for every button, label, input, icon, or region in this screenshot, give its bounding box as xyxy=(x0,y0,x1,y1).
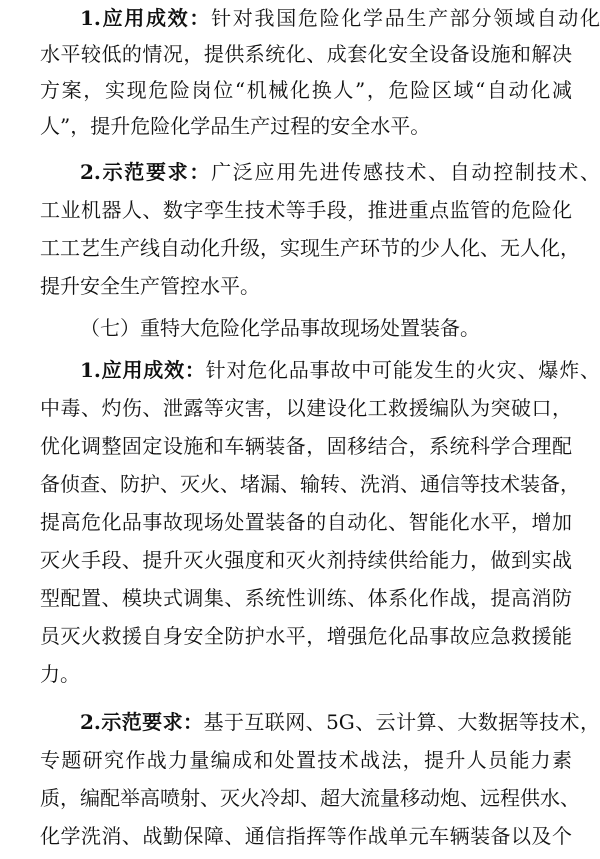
section-4-text-line: 质，编配举高喷射、灭火冷却、超大流量移动炮、远程供水、 xyxy=(40,786,580,810)
section-heading xyxy=(0,310,600,346)
section-3-text-line: 员灭火救援自身安全防护水平，增强危化品事故应急救援能 xyxy=(40,624,572,648)
section-3-text-line: 灭火手段、提升灭火强度和灭火剂持续供给能力，做到实战 xyxy=(40,548,572,572)
section-3-text-line: 优化调整固定设施和车辆装备，固移结合，系统科学合理配 xyxy=(40,434,572,458)
section-2-line-4 xyxy=(0,268,600,304)
section-1-line-3 xyxy=(0,72,600,108)
section-2-text-line: 工工艺生产线自动化升级，实现生产环节的少人化、无人化， xyxy=(40,236,580,260)
section-3-line-8 xyxy=(0,618,600,654)
section-2-line-3 xyxy=(0,230,600,266)
section-1-label: 1.应用成效： xyxy=(80,6,212,30)
section-1-line-1 xyxy=(0,0,600,36)
section-3-text-line: 型配置、模块式调集、系统性训练、体系化作战，提高消防 xyxy=(40,586,572,610)
section-4-label: 2.示范要求： xyxy=(80,710,204,734)
section-2-text-line: 工业机器人、数字孪生技术等手段，推进重点监管的危险化 xyxy=(40,198,572,222)
section-2-text-line: 提升安全生产管控水平。 xyxy=(40,274,260,298)
section-3-line-4 xyxy=(0,466,600,502)
section-2-text-line: 广泛应用先进传感技术、自动控制技术、 xyxy=(211,160,600,184)
section-3-text-line: 中毒、灼伤、泄露等灾害，以建设化工救援编队为突破口， xyxy=(40,396,572,420)
section-3-text-line: 力。 xyxy=(40,662,80,686)
section-2-label: 2.示范要求： xyxy=(80,160,212,184)
section-3-line-1 xyxy=(0,352,600,388)
section-3-text-line: 针对危化品事故中可能发生的火灾、爆炸、 xyxy=(205,358,600,382)
section-4-line-2 xyxy=(0,742,600,778)
section-heading-text: （七）重特大危险化学品事故现场处置装备。 xyxy=(80,316,480,340)
section-4-text-line: 专题研究作战力量编成和处置技术战法，提升人员能力素 xyxy=(40,748,572,772)
section-3-line-7 xyxy=(0,580,600,616)
section-4-text-line: 基于互联网、5G、云计算、大数据等技术， xyxy=(203,710,600,734)
section-3-text-line: 提高危化品事故现场处置装备的自动化、智能化水平，增加 xyxy=(40,510,572,534)
section-2-line-1 xyxy=(0,154,600,190)
section-4-text-line: 化学洗消、战勤保障、通信指挥等作战单元车辆装备以及个 xyxy=(40,824,572,848)
section-1-text-line: 针对我国危险化学品生产部分领域自动化 xyxy=(211,6,600,30)
section-3-line-6 xyxy=(0,542,600,578)
section-4-line-3 xyxy=(0,780,600,816)
section-3-line-9 xyxy=(0,656,600,692)
section-4-line-1 xyxy=(0,704,600,740)
section-2-line-2 xyxy=(0,192,600,228)
section-1-text-line: 方案，实现危险岗位“机械化换人”，危险区域“自动化减 xyxy=(40,78,572,102)
section-1-text-line: 水平较低的情况，提供系统化、成套化安全设备设施和解决 xyxy=(40,42,572,66)
section-1-line-4 xyxy=(0,108,600,144)
section-3-line-3 xyxy=(0,428,600,464)
section-3-text-line: 备侦查、防护、灭火、堵漏、输转、洗消、通信等技术装备， xyxy=(40,472,580,496)
section-4-line-4 xyxy=(0,818,600,854)
section-3-line-5 xyxy=(0,504,600,540)
section-1-text-line: 人”，提升危险化学品生产过程的安全水平。 xyxy=(40,114,431,138)
section-1-line-2 xyxy=(0,36,600,72)
section-3-label: 1.应用成效： xyxy=(80,358,206,382)
section-3-line-2 xyxy=(0,390,600,426)
